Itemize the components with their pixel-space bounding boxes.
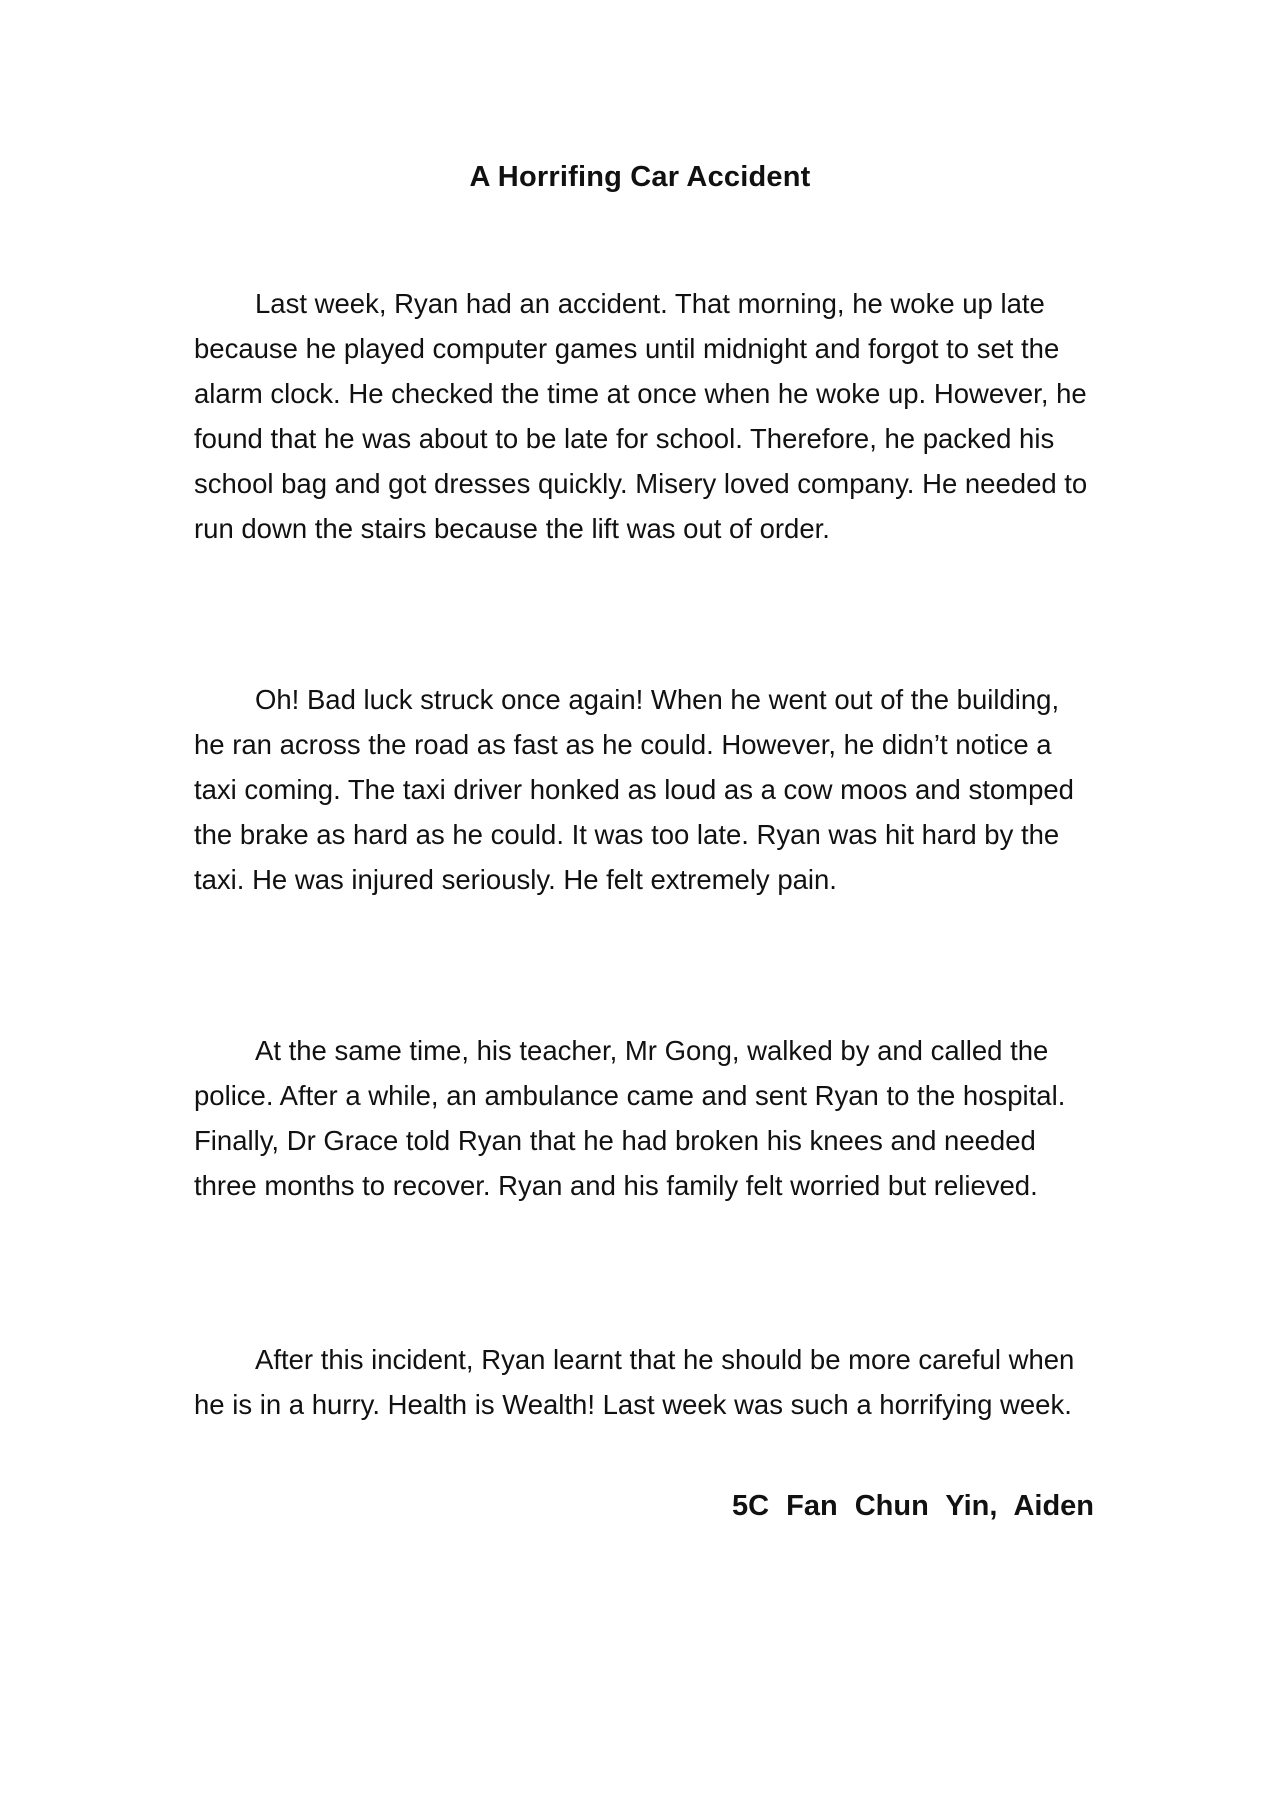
paragraph-1: Last week, Ryan had an accident. That morning, he woke up late because he played computer games until midnight and forgot to set the alarm clock. He checked the time at once when he woke up. However, he found that he was about to be late for school. Therefore, he packed his school bag and got dresses quickly. Misery loved company. He needed to run down the stairs because the lift was out of order. [194,288,1088,544]
paragraph-4: After this incident, Ryan learnt that he should be more careful when he is in a hurry. Health is Wealth! Last week was such a horrifying week. [194,1344,1075,1420]
paragraph-2: Oh! Bad luck struck once again! When he went out of the building, he ran across the road as fast as he could. However, he didn’t notice a taxi coming. The taxi driver honked as loud as a cow moos and stomped the brake as hard as he could. It was too late. Ryan was hit hard by the taxi. He was injured seriously. He felt extremely pain. [194,684,1074,895]
document-title: A Horrifing Car Accident [469,161,811,193]
author-signature: 5C Fan Chun Yin, Aiden [732,1490,1094,1522]
paragraph-3: At the same time, his teacher, Mr Gong, walked by and called the police. After a while, an ambulance came and sent Ryan to the hospital. Finally, Dr Grace told Ryan that he had broken his knees and needed three months to recover. Ryan and his family felt worried but relieved. [194,1035,1066,1201]
